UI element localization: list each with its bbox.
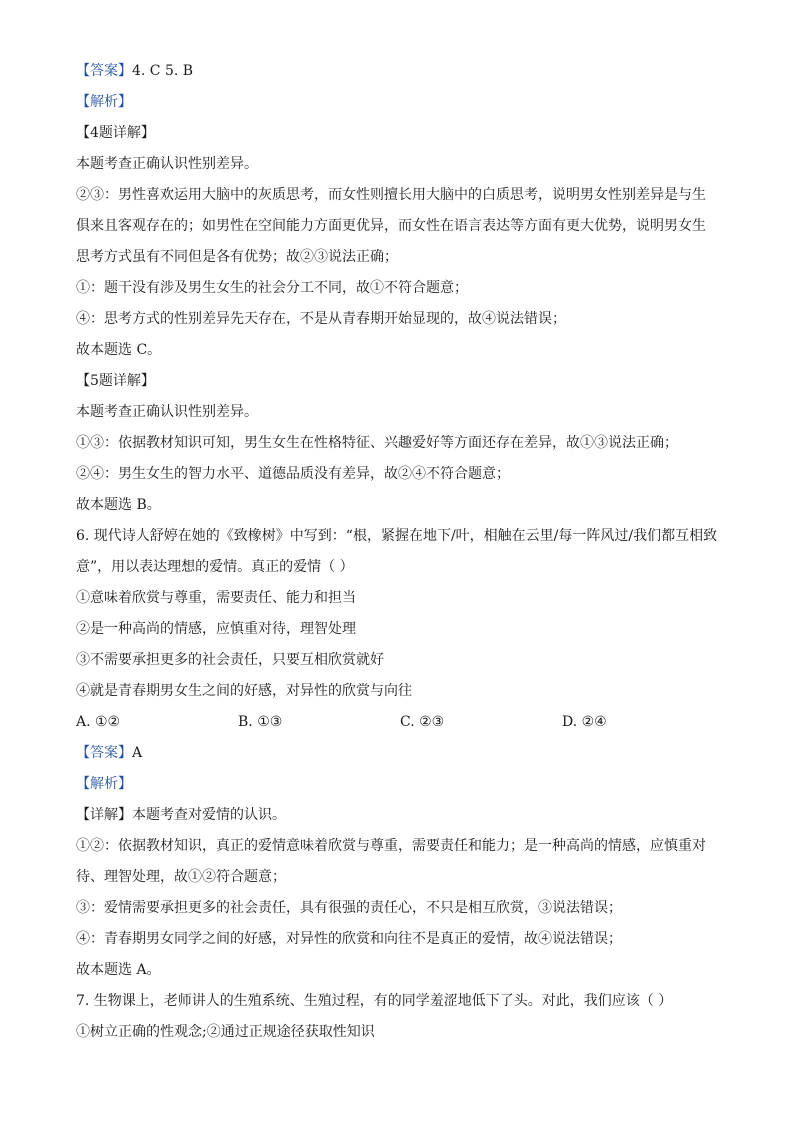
- line-text: 4. C 5. B: [132, 63, 194, 79]
- text-line: [76, 185, 726, 205]
- text-line: [76, 340, 726, 360]
- text-line: [76, 247, 726, 267]
- answer-choice: A. ①②: [76, 714, 121, 730]
- text-line: [76, 836, 726, 856]
- text-line: [76, 929, 726, 949]
- text-line: [76, 154, 726, 174]
- text-line: [76, 805, 726, 825]
- text-line: [76, 61, 726, 81]
- text-line: [76, 278, 726, 298]
- text-line: [76, 433, 726, 453]
- line-text: 本题考查正确认识性别差异。: [76, 156, 258, 172]
- line-text: 思考方式虽有不同但是各有优势；故②③说法正确；: [76, 249, 398, 265]
- text-line: [76, 309, 726, 329]
- line-text: ②④：男生女生的智力水平、道德品质没有差异，故②④不符合题意；: [76, 466, 510, 482]
- line-text: 意”，用以表达理想的爱情。真正的爱情（ ）: [76, 559, 354, 575]
- line-text: 【5题详解】: [76, 373, 155, 389]
- answer-choices: [76, 712, 726, 732]
- text-line: [76, 681, 726, 701]
- text-line: [76, 960, 726, 980]
- text-line: [76, 774, 726, 794]
- line-text: 待、理智处理，故①②符合题意；: [76, 869, 286, 885]
- section-label: 【解析】: [76, 94, 132, 110]
- text-line: [76, 495, 726, 515]
- line-text: ①意味着欣赏与尊重，需要责任、能力和担当: [76, 590, 356, 606]
- answer-choice: B. ①③: [238, 714, 283, 730]
- line-text: 【详解】本题考查对爱情的认识。: [76, 807, 286, 823]
- line-text: 6. 现代诗人舒婷在她的《致橡树》中写到：“根，紧握在地下/叶，相触在云里/每一阵风过/我们都互相致: [76, 528, 718, 544]
- line-text: ②③：男性喜欢运用大脑中的灰质思考，而女性则擅长用大脑中的白质思考，说明男女性别差异是与生: [76, 187, 706, 203]
- section-label: 【解析】: [76, 776, 132, 792]
- line-text: ②是一种高尚的情感，应慎重对待，理智处理: [76, 621, 356, 637]
- text-line: [76, 526, 726, 546]
- section-label: 【答案】: [76, 745, 132, 761]
- section-label: 【答案】: [76, 63, 132, 79]
- text-line: [76, 557, 726, 577]
- text-line: [76, 588, 726, 608]
- text-line: [76, 216, 726, 236]
- text-line: [76, 619, 726, 639]
- line-text: ④：思考方式的性别差异先天存在，不是从青春期开始显现的，故④说法错误；: [76, 311, 566, 327]
- line-text: 故本题选 C。: [76, 342, 162, 358]
- answer-choice: C. ②③: [400, 714, 445, 730]
- line-text: ①②：依据教材知识，真正的爱情意味着欣赏与尊重，需要责任和能力；是一种高尚的情感，应慎重对: [76, 838, 706, 854]
- line-text: ④就是青春期男女生之间的好感，对异性的欣赏与向往: [76, 683, 412, 699]
- line-text: 【4题详解】: [76, 125, 155, 141]
- text-line: [76, 650, 726, 670]
- text-line: [76, 898, 726, 918]
- text-line: [76, 743, 726, 763]
- text-line: [76, 1022, 726, 1042]
- text-line: [76, 464, 726, 484]
- line-text: ③：爱情需要承担更多的社会责任，具有很强的责任心，不只是相互欣赏，③说法错误；: [76, 900, 622, 916]
- text-line: [76, 402, 726, 422]
- line-text: ①：题干没有涉及男生女生的社会分工不同，故①不符合题意；: [76, 280, 468, 296]
- line-text: ①树立正确的性观念;②通过正规途径获取性知识: [76, 1024, 375, 1040]
- text-line: [76, 867, 726, 887]
- line-text: 故本题选 A。: [76, 962, 161, 978]
- line-text: 故本题选 B。: [76, 497, 161, 513]
- text-line: [76, 371, 726, 391]
- line-text: A: [132, 745, 143, 761]
- line-text: ③不需要承担更多的社会责任，只要互相欣赏就好: [76, 652, 384, 668]
- line-text: 本题考查正确认识性别差异。: [76, 404, 258, 420]
- line-text: ①③：依据教材知识可知，男生女生在性格特征、兴趣爱好等方面还存在差异，故①③说法正确；: [76, 435, 678, 451]
- text-line: [76, 123, 726, 143]
- line-text: ④：青春期男女同学之间的好感，对异性的欣赏和向往不是真正的爱情，故④说法错误；: [76, 931, 622, 947]
- text-line: [76, 991, 726, 1011]
- text-line: [76, 92, 726, 112]
- line-text: 俱来且客观存在的；如男性在空间能力方面更优异，而女性在语言表达等方面有更大优势，说明男女生: [76, 218, 706, 234]
- line-text: 7. 生物课上，老师讲人的生殖系统、生殖过程，有的同学羞涩地低下了头。对此，我们应该（ ）: [76, 993, 673, 1009]
- answer-choice: D. ②④: [562, 714, 607, 730]
